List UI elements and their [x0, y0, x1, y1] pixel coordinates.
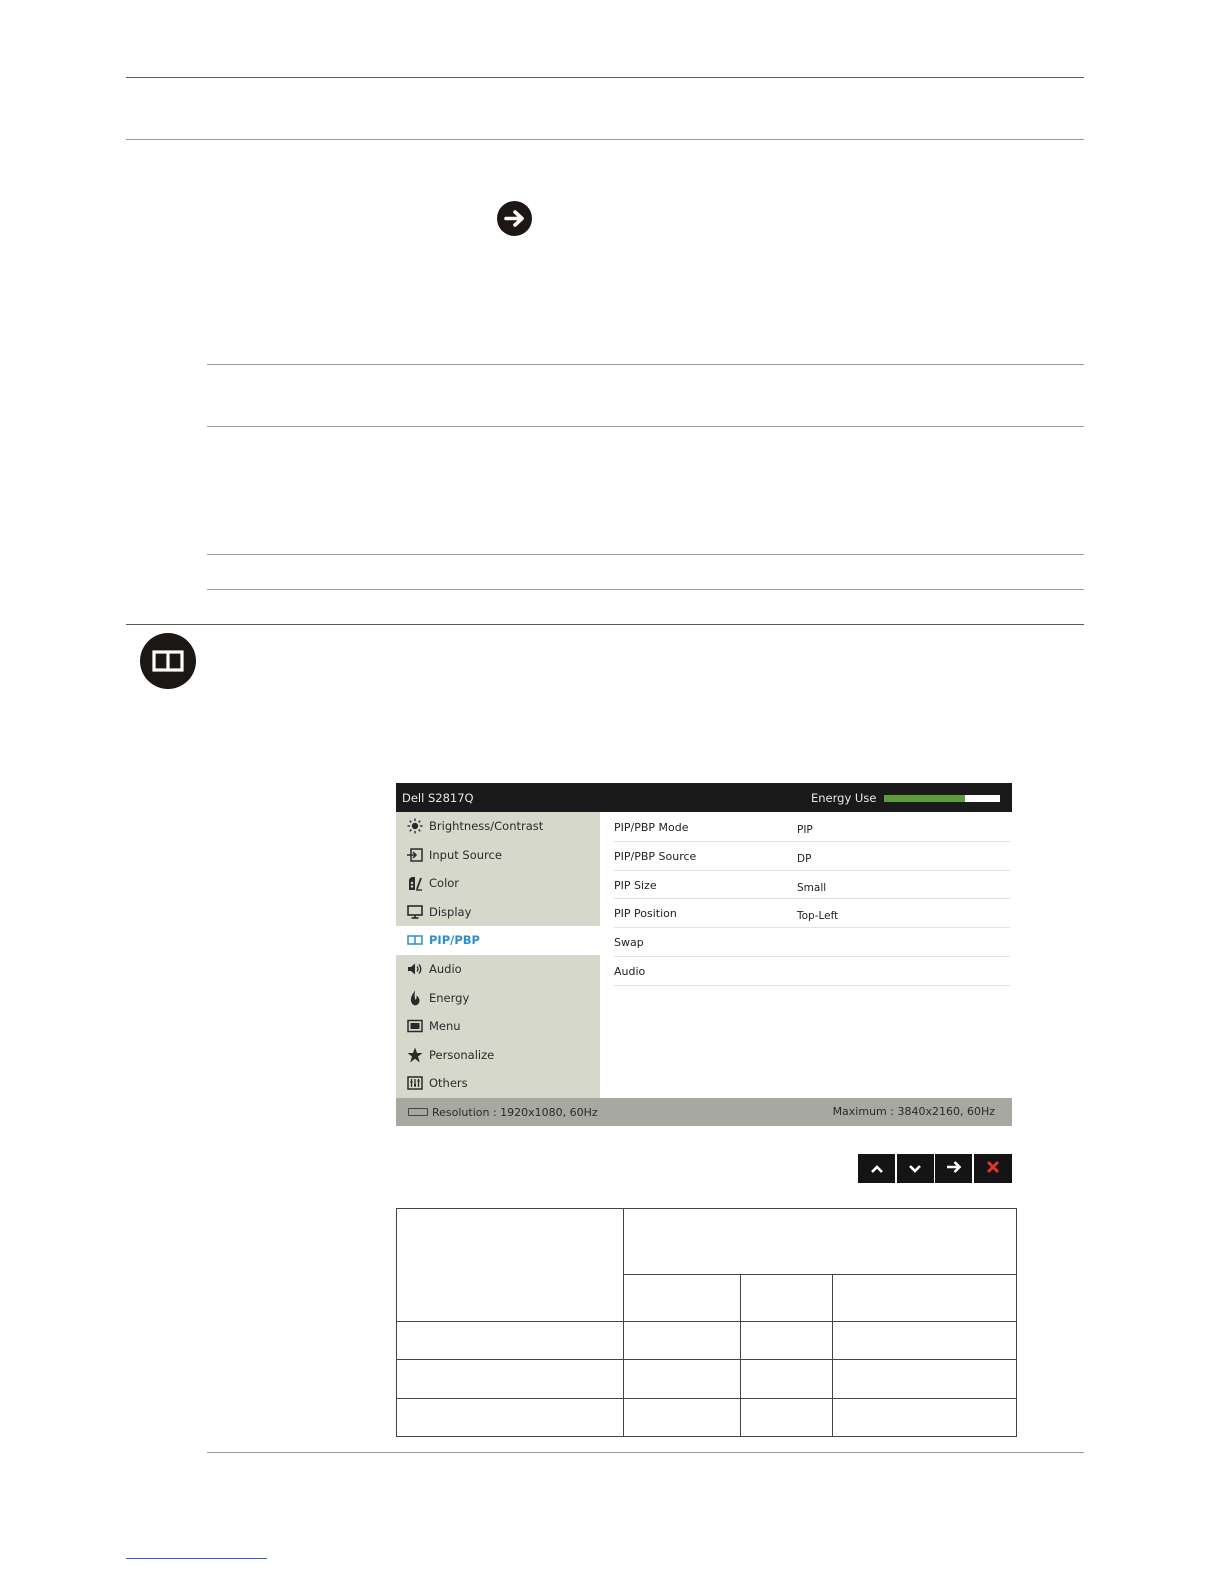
exit-button[interactable]	[974, 1154, 1013, 1183]
table-cell	[832, 1359, 1017, 1399]
sidebar-item-label: Energy	[429, 990, 470, 1005]
sidebar-item-label: Color	[429, 876, 460, 891]
star-icon	[407, 1048, 423, 1062]
setting-pip-position[interactable]	[614, 898, 1010, 928]
compatibility-table	[396, 1208, 1017, 1437]
setting-label: Audio	[614, 965, 646, 978]
setting-label: PIP Position	[614, 907, 677, 921]
energy-use-label: Energy Use	[811, 791, 877, 805]
setting-label: PIP/PBP Mode	[614, 821, 689, 834]
energy-use-meter	[884, 795, 1000, 802]
sun-icon	[407, 819, 423, 833]
table-cell	[623, 1208, 1017, 1275]
sidebar-item-pip-pbp[interactable]	[396, 926, 600, 955]
setting-value: Small	[797, 881, 827, 894]
note-arrow-icon	[497, 201, 532, 236]
table-cell	[396, 1359, 624, 1399]
sidebar-item-energy[interactable]	[396, 984, 600, 1013]
maximum-resolution: Maximum : 3840x2160, 60Hz	[832, 1105, 995, 1118]
osd-footer	[396, 1098, 1012, 1126]
menu-icon	[407, 1019, 423, 1033]
sidebar-item-brightness-contrast[interactable]	[396, 812, 600, 841]
osd-menu	[396, 783, 1012, 1126]
input-source-icon	[407, 848, 423, 862]
setting-label: PIP/PBP Source	[614, 849, 697, 863]
sidebar-item-label: Input Source	[429, 847, 502, 862]
section-rule-5	[126, 624, 1084, 625]
sidebar-item-label: PIP/PBP	[429, 933, 480, 948]
section-rule-3	[207, 554, 1084, 555]
pip-pbp-section-icon	[140, 633, 196, 689]
table-cell	[396, 1208, 624, 1322]
pip-pbp-icon	[407, 933, 423, 947]
setting-label: Swap	[614, 936, 644, 950]
osd-header	[396, 783, 1012, 812]
sidebar-item-input-source[interactable]	[396, 841, 600, 870]
sidebar-item-label: Personalize	[429, 1047, 495, 1062]
setting-value: DP	[797, 852, 812, 865]
sidebar-item-label: Audio	[429, 962, 462, 976]
table-cell	[740, 1398, 833, 1437]
sidebar-item-menu[interactable]	[396, 1012, 600, 1041]
table-cell	[832, 1398, 1017, 1437]
sidebar-item-label: Others	[429, 1076, 468, 1091]
section-rule-4	[207, 589, 1084, 590]
sidebar-item-label: Brightness/Contrast	[429, 819, 544, 833]
sidebar-item-display[interactable]	[396, 898, 600, 927]
table-cell	[623, 1359, 741, 1399]
table-cell	[396, 1398, 624, 1437]
bottom-rule	[207, 1452, 1084, 1453]
arrow-right-icon	[946, 1159, 962, 1178]
monitor-icon	[407, 905, 423, 919]
setting-pip-pbp-source[interactable]	[614, 841, 1010, 871]
setting-label: PIP Size	[614, 878, 657, 892]
color-icon	[407, 876, 423, 890]
displayport-icon	[408, 1108, 428, 1116]
table-cell	[832, 1274, 1017, 1322]
osd-settings-panel	[600, 812, 1012, 1098]
sidebar-item-others[interactable]	[396, 1069, 600, 1098]
setting-audio[interactable]	[614, 956, 1010, 986]
osd-model-name: Dell S2817Q	[402, 791, 474, 805]
setting-swap[interactable]	[614, 927, 1010, 957]
sidebar-item-personalize[interactable]	[396, 1041, 600, 1070]
speaker-icon	[407, 962, 423, 976]
up-button[interactable]	[858, 1154, 895, 1183]
sidebar-item-label: Display	[429, 904, 472, 919]
table-cell	[740, 1321, 833, 1360]
chevron-up-icon	[870, 1159, 884, 1178]
table-cell	[740, 1274, 833, 1322]
down-button[interactable]	[897, 1154, 934, 1183]
energy-icon	[407, 991, 423, 1005]
setting-pip-pbp-mode[interactable]	[614, 812, 1010, 842]
enter-button[interactable]	[935, 1154, 972, 1183]
section-rule-2	[207, 426, 1084, 427]
others-icon	[407, 1076, 423, 1090]
table-cell	[740, 1359, 833, 1399]
table-cell	[623, 1274, 741, 1322]
section-rule-1	[207, 364, 1084, 365]
table-cell	[623, 1321, 741, 1360]
setting-pip-size[interactable]	[614, 870, 1010, 900]
sidebar-item-color[interactable]	[396, 869, 600, 898]
table-cell	[396, 1321, 624, 1360]
table-cell	[832, 1321, 1017, 1360]
footer-link-underline[interactable]	[126, 1558, 267, 1559]
energy-use-fill	[884, 795, 965, 802]
setting-value: Top-Left	[797, 910, 839, 923]
sidebar-item-audio[interactable]	[396, 955, 600, 984]
table-cell	[623, 1398, 741, 1437]
osd-sidebar	[396, 812, 600, 1098]
top-rule	[126, 77, 1084, 78]
current-resolution: Resolution : 1920x1080, 60Hz	[432, 1106, 598, 1119]
sidebar-item-label: Menu	[429, 1019, 461, 1034]
setting-value: PIP	[797, 824, 813, 836]
close-icon	[986, 1159, 1000, 1178]
header-rule	[126, 139, 1084, 140]
chevron-down-icon	[908, 1159, 922, 1178]
